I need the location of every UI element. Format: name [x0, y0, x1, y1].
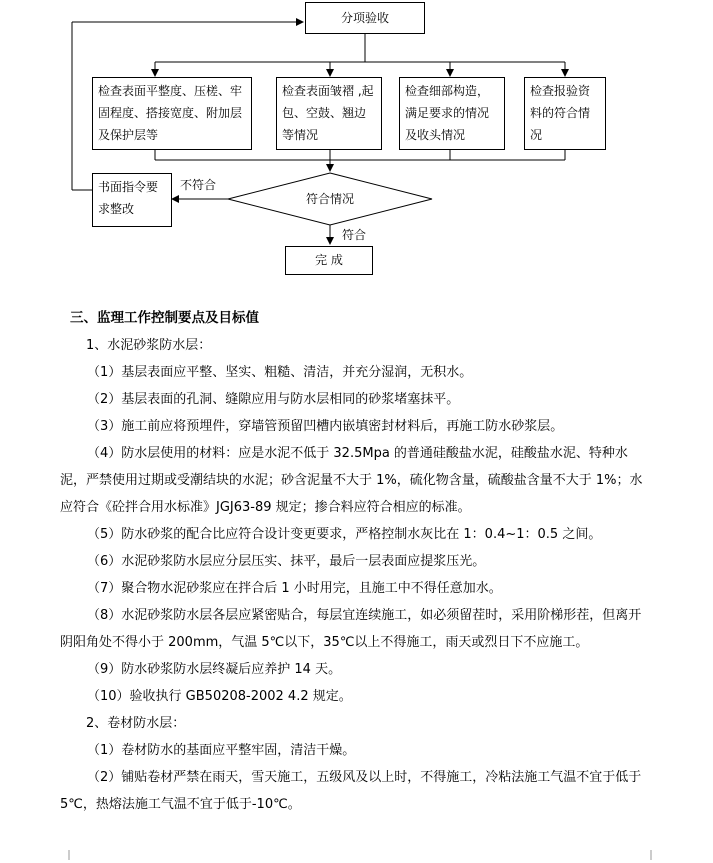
check-box-4: 检查报验资料的符合情况	[524, 77, 606, 150]
list-item: （1）基层表面应平整、坚实、粗糙、清洁，并充分湿润，无积水。	[87, 365, 473, 380]
not-ok-label: 不符合	[180, 178, 217, 192]
list-item: （7）聚合物水泥砂浆应在拌合后 1 小时用完，且施工中不得任意加水。	[87, 581, 502, 596]
crop-mark-left	[60, 850, 70, 860]
crop-mark-right	[650, 850, 660, 860]
decision-label: 符合情况	[305, 192, 354, 206]
subsection-title: 1、水泥砂浆防水层：	[86, 338, 212, 353]
ok-label: 符合	[342, 228, 367, 242]
check-box-2: 检查表面皱褶 ,起包、空鼓、翘边等情况	[276, 77, 382, 150]
list-item: （10）验收执行 GB50208-2002 4.2 规定。	[87, 689, 352, 704]
list-item: （9）防水砂浆防水层终凝后应养护 14 天。	[87, 662, 342, 677]
rectify-box: 书面指令要求整改	[92, 173, 172, 227]
list-item: （4）防水层使用的材料：应是水泥不低于 32.5Mpa 的普通硅酸盐水泥，硅酸盐水泥、特种水泥，严禁使用过期或受潮结块的水泥；砂含泥量不大于 1%，硫化物含量，硫酸盐含量不大于 1%；水应符合《砼拌合用水标准》JGJ63-89 规定；掺合料应符合相应的标准。	[60, 446, 643, 515]
list-item: （1）卷材防水的基面应平整牢固，清洁干燥。	[87, 743, 356, 758]
list-item: （8）水泥砂浆防水层各层应紧密贴合，每层宜连续施工，如必须留茬时，采用阶梯形茬，但离开阴阳角处不得小于 200mm，气温 5℃以下，35℃以上不得施工，雨天或烈日下不应施工。	[60, 608, 642, 650]
list-item: （5）防水砂浆的配合比应符合设计变更要求，严格控制水灰比在 1：0.4~1：0.5 之间。	[87, 527, 602, 542]
done-box: 完 成	[285, 246, 373, 275]
subsection-title: 2、卷材防水层：	[86, 716, 186, 731]
list-item: （6）水泥砂浆防水层应分层压实、抹平，最后一层表面应提浆压光。	[87, 554, 486, 569]
list-item: （3）施工前应将预埋件，穿墙管预留凹槽内嵌填密封材料后，再施工防水砂浆层。	[87, 419, 564, 434]
document-body	[60, 305, 650, 818]
top-box: 分项验收	[305, 2, 425, 34]
list-item: （2）基层表面的孔洞、缝隙应用与防水层相同的砂浆堵塞抹平。	[87, 392, 460, 407]
check-box-3: 检查细部构造，满足要求的情况及收头情况	[399, 77, 505, 150]
section-heading: 三、监理工作控制要点及目标值	[70, 310, 259, 326]
check-box-1: 检查表面平整度、压槎、牢固程度、搭接宽度、附加层及保护层等	[92, 77, 252, 150]
list-item: （2）铺贴卷材严禁在雨天，雪天施工，五级风及以上时，不得施工，冷粘法施工气温不宜于低于 5℃，热熔法施工气温不宜于低于-10℃。	[60, 770, 642, 812]
paragraph-list	[60, 332, 650, 818]
